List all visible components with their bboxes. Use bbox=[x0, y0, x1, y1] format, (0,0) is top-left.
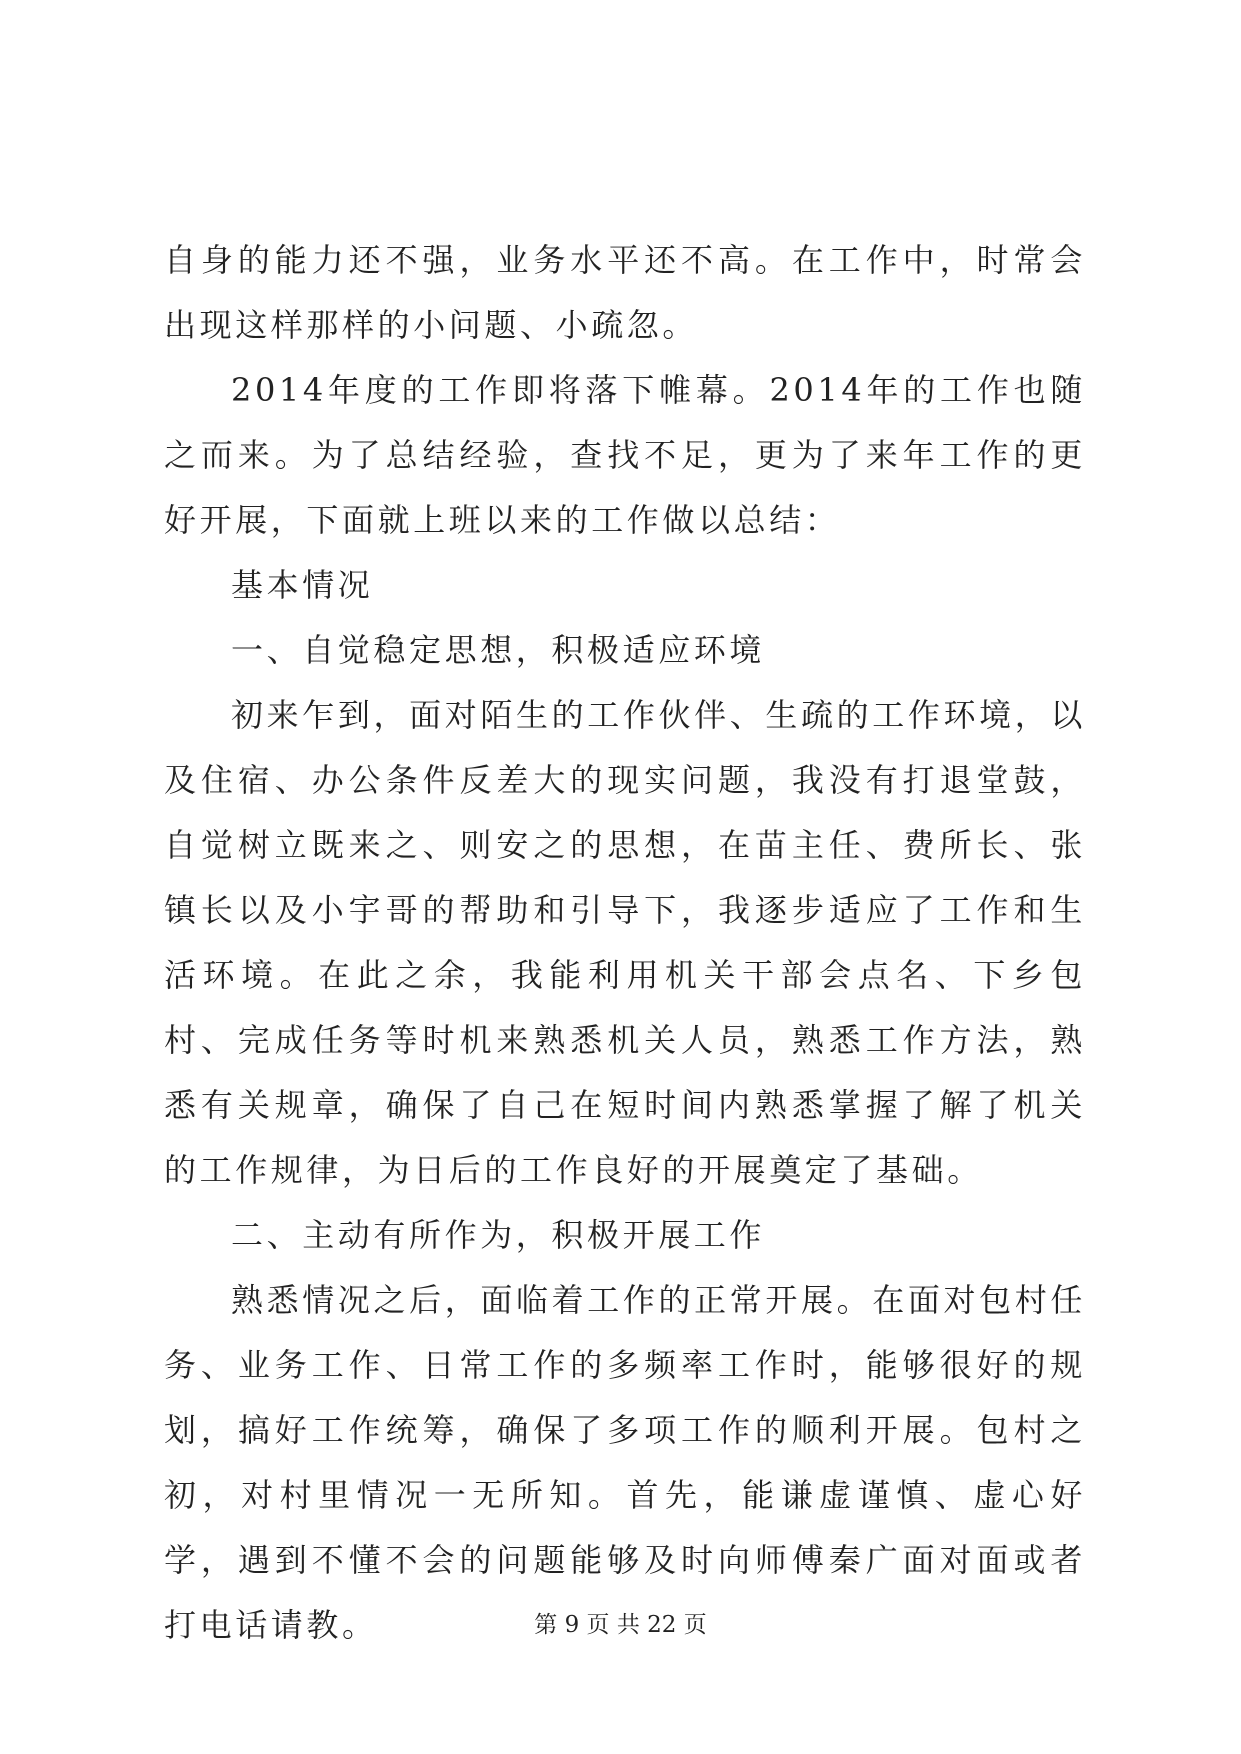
section-heading-one: 一、自觉稳定思想，积极适应环境 bbox=[231, 631, 766, 669]
paragraph-intro: 2014年度的工作即将落下帷幕。2014年的工作也随之而来。为了总结经验，查找不足，更为了来年工作的更好开展，下面就上班以来的工作做以总结： bbox=[164, 371, 1086, 539]
paragraph-work: 熟悉情况之后，面临着工作的正常开展。在面对包村任务、业务工作、日常工作的多频率工作时，能够很好的规划，搞好工作统筹，确保了多项工作的顺利开展。包村之初，对村里情况一无所知。首先，能谦虚谨慎、虚心好学，遇到不懂不会的问题能够及时向师傅秦广面对面或者打电话请教。 bbox=[164, 1281, 1086, 1644]
paragraph-continuation: 自身的能力还不强，业务水平还不高。在工作中，时常会出现这样那样的小问题、小疏忽。 bbox=[164, 241, 1086, 344]
section-heading-two: 二、主动有所作为，积极开展工作 bbox=[231, 1216, 766, 1254]
page-footer: 第 9 页 共 22 页 bbox=[534, 1612, 707, 1638]
paragraph-adaptation: 初来乍到，面对陌生的工作伙伴、生疏的工作环境，以及住宿、办公条件反差大的现实问题，我没有打退堂鼓，自觉树立既来之、则安之的思想，在苗主任、费所长、张镇长以及小宇哥的帮助和引导下，我逐步适应了工作和生活环境。在此之余，我能利用机关干部会点名、下乡包村、完成任务等时机来熟悉机关人员，熟悉工作方法，熟悉有关规章，确保了自己在短时间内熟悉掌握了解了机关的工作规律，为日后的工作良好的开展奠定了基础。 bbox=[164, 696, 1086, 1189]
section-heading-basic: 基本情况 bbox=[231, 566, 374, 604]
document-body bbox=[164, 228, 1086, 1658]
